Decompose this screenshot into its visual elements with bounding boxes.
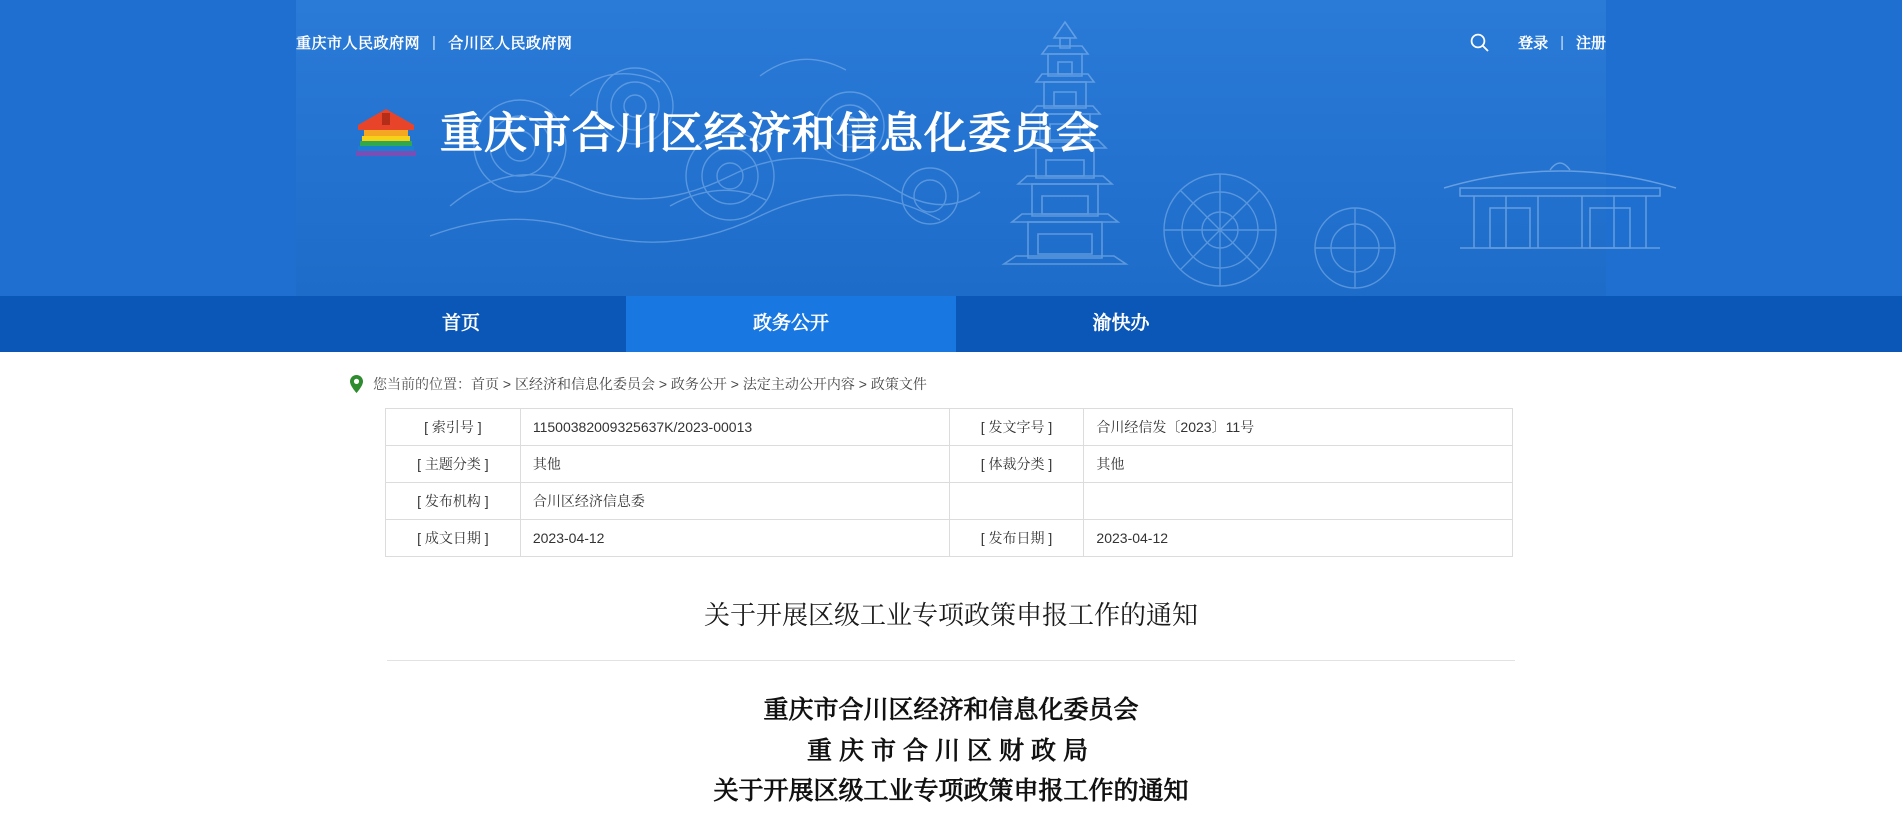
table-row (386, 520, 1513, 557)
document-line-3: 关于开展区级工业专项政策申报工作的通知 (713, 778, 1189, 805)
breadcrumb-prefix: 您当前的位置： (373, 376, 471, 392)
search-icon[interactable] (1469, 32, 1490, 53)
meta-value-empty (1084, 483, 1513, 520)
government-emblem-icon (352, 103, 420, 159)
document-line-2: 重庆市合川区财政局 (806, 737, 1095, 765)
document-metadata-table (385, 408, 1513, 557)
meta-value-document-number: 合川经信发〔2023〕11号 (1084, 409, 1513, 446)
document-title: 关于开展区级工业专项政策申报工作的通知 (387, 595, 1515, 661)
link-hechuan-gov[interactable]: 合川区人民政府网 (448, 34, 573, 52)
main-navigation (0, 296, 1902, 352)
site-brand[interactable] (0, 100, 1902, 161)
nav-item-yukuaiban[interactable]: 渝快办 (1092, 313, 1150, 334)
location-pin-icon (348, 374, 365, 394)
breadcrumb-path[interactable]: 首页 > 区经济和信息化委员会 > 政务公开 > 法定主动公开内容 > 政策文件 (471, 376, 927, 392)
meta-value-issuing-agency: 合川区经济信息委 (520, 483, 949, 520)
meta-label-issuing-agency: [ 发布机构 ] (386, 483, 521, 520)
meta-value-release-date: 2023-04-12 (1084, 520, 1513, 557)
meta-value-completion-date: 2023-04-12 (520, 520, 949, 557)
meta-label-genre-category: [ 体裁分类 ] (949, 446, 1084, 483)
site-title: 重庆市合川区经济和信息化委员会 (440, 110, 1100, 158)
meta-label-completion-date: [ 成文日期 ] (386, 520, 521, 557)
document-body (387, 691, 1515, 813)
meta-value-genre-category: 其他 (1084, 446, 1513, 483)
page-content (0, 352, 1902, 813)
user-action-separator: | (1560, 33, 1564, 51)
meta-label-empty (949, 483, 1084, 520)
link-separator: | (432, 33, 437, 51)
header-top-bar (0, 0, 1902, 84)
document-line-1: 重庆市合川区经济和信息化委员会 (763, 697, 1139, 724)
header-user-actions (1469, 32, 1606, 53)
meta-label-index-number: [ 索引号 ] (386, 409, 521, 446)
meta-label-document-number: [ 发文字号 ] (949, 409, 1084, 446)
meta-value-topic-category: 其他 (520, 446, 949, 483)
meta-label-release-date: [ 发布日期 ] (949, 520, 1084, 557)
breadcrumb (0, 352, 1902, 408)
register-button[interactable]: 注册 (1575, 34, 1606, 52)
nav-item-government-disclosure[interactable]: 政务公开 (626, 296, 956, 352)
nav-item-home[interactable]: 首页 (441, 313, 480, 334)
table-row (386, 409, 1513, 446)
header-gov-links (296, 32, 572, 53)
meta-label-topic-category: [ 主题分类 ] (386, 446, 521, 483)
meta-value-index-number: 11500382009325637K/2023-00013 (520, 409, 949, 446)
login-button[interactable]: 登录 (1518, 34, 1549, 52)
link-chongqing-gov[interactable]: 重庆市人民政府网 (296, 34, 421, 52)
table-row (386, 483, 1513, 520)
table-row (386, 446, 1513, 483)
site-header (0, 0, 1902, 296)
